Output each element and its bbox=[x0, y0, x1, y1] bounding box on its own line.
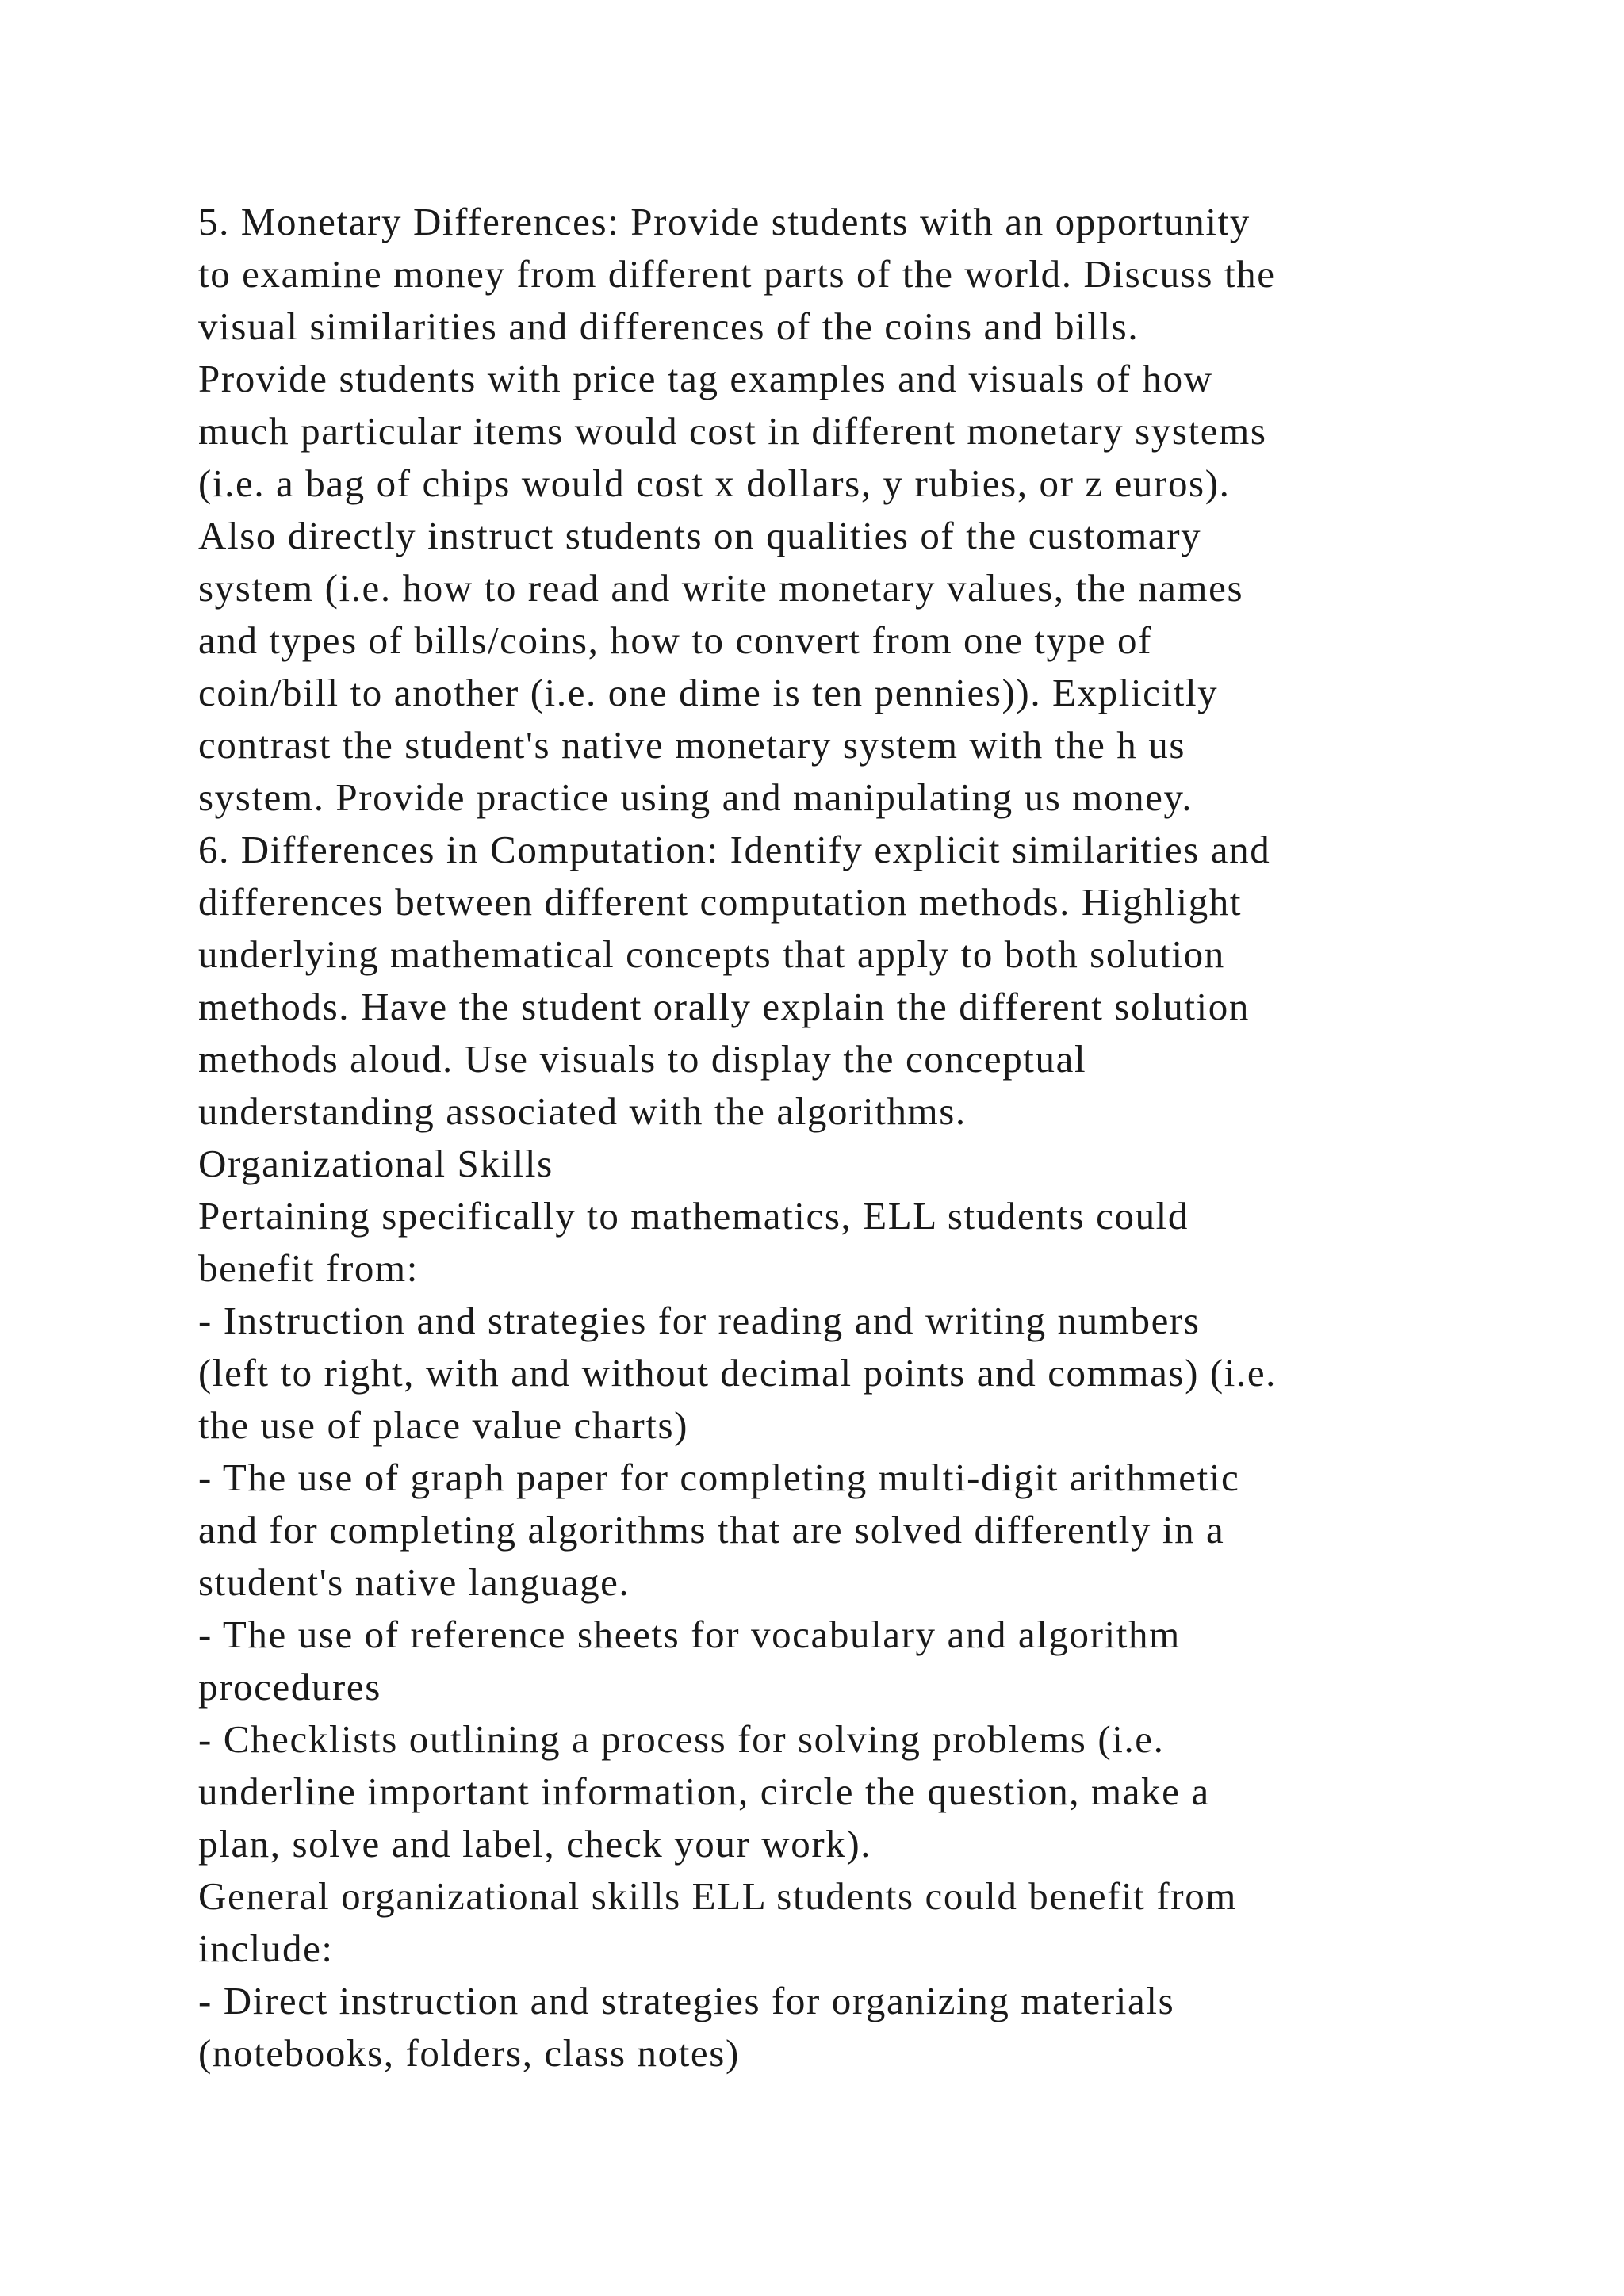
text-line: plan, solve and label, check your work). bbox=[198, 1822, 872, 1866]
text-line: 6. Differences in Computation: Identify explicit similarities and bbox=[198, 828, 1271, 871]
text-line: General organizational skills ELL students could benefit from bbox=[198, 1874, 1238, 1918]
text-line: procedures bbox=[198, 1665, 381, 1709]
text-line: the use of place value charts) bbox=[198, 1403, 689, 1447]
text-line: Pertaining specifically to mathematics, ELL students could bbox=[198, 1194, 1189, 1238]
text-line: coin/bill to another (i.e. one dime is ten pennies)). Explicitly bbox=[198, 671, 1219, 714]
text-line: much particular items would cost in different monetary systems bbox=[198, 409, 1267, 453]
text-line: understanding associated with the algorithms. bbox=[198, 1089, 967, 1133]
section-heading: Organizational Skills bbox=[198, 1142, 553, 1185]
text-line: and for completing algorithms that are solved differently in a bbox=[198, 1508, 1225, 1552]
text-line: to examine money from different parts of the world. Discuss the bbox=[198, 252, 1276, 296]
text-line: and types of bills/coins, how to convert from one type of bbox=[198, 618, 1153, 662]
text-line: (left to right, with and without decimal points and commas) (i.e. bbox=[198, 1351, 1277, 1395]
text-line: visual similarities and differences of the coins and bills. bbox=[198, 304, 1139, 348]
text-line: benefit from: bbox=[198, 1246, 419, 1290]
list-item: - The use of graph paper for completing multi-digit arithmetic bbox=[198, 1456, 1240, 1499]
text-line: contrast the student's native monetary system with the h us bbox=[198, 723, 1185, 767]
text-line: Also directly instruct students on qualities of the customary bbox=[198, 514, 1202, 557]
text-line: include: bbox=[198, 1927, 334, 1970]
text-line: system (i.e. how to read and write monetary values, the names bbox=[198, 566, 1244, 610]
text-line: methods. Have the student orally explain the different solution bbox=[198, 985, 1250, 1028]
list-item: - The use of reference sheets for vocabulary and algorithm bbox=[198, 1613, 1181, 1656]
list-item: - Instruction and strategies for reading and writing numbers bbox=[198, 1299, 1201, 1342]
text-line: student's native language. bbox=[198, 1560, 630, 1604]
list-item: - Checklists outlining a process for solving problems (i.e. bbox=[198, 1717, 1165, 1761]
text-line: system. Provide practice using and manipulating us money. bbox=[198, 775, 1193, 819]
text-line: (i.e. a bag of chips would cost x dollars, y rubies, or z euros). bbox=[198, 461, 1231, 505]
text-line: methods aloud. Use visuals to display the conceptual bbox=[198, 1037, 1087, 1081]
text-line: (notebooks, folders, class notes) bbox=[198, 2031, 740, 2075]
text-line: 5. Monetary Differences: Provide students with an opportunity bbox=[198, 200, 1251, 243]
document-body bbox=[198, 196, 1499, 2080]
text-line: Provide students with price tag examples and visuals of how bbox=[198, 357, 1213, 400]
text-line: differences between different computation methods. Highlight bbox=[198, 880, 1243, 924]
text-line: underlying mathematical concepts that apply to both solution bbox=[198, 932, 1225, 976]
list-item: - Direct instruction and strategies for organizing materials bbox=[198, 1979, 1175, 2022]
text-line: underline important information, circle the question, make a bbox=[198, 1770, 1210, 1813]
